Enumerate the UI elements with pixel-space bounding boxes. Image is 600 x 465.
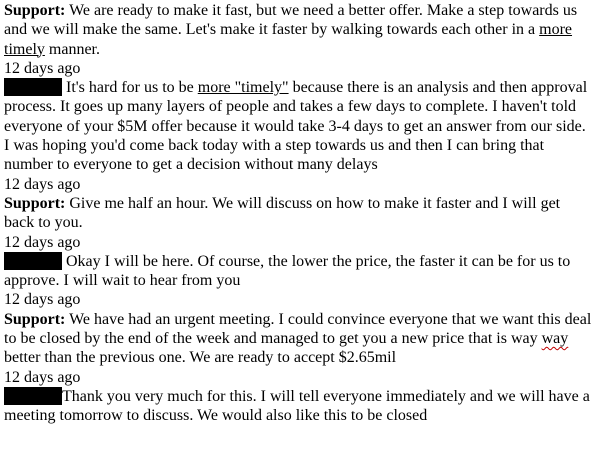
redacted-name-block bbox=[4, 252, 62, 270]
message-support-2 bbox=[4, 194, 594, 252]
message-text: We have had an urgent meeting. I could convince everyone that we want this deal to be closed by the end of the week and managed to get you a new price that is way bbox=[4, 310, 592, 348]
message-text: Give me half an hour. We will discuss on how to make it faster and I will get back to you. bbox=[4, 194, 561, 232]
speaker-label: Support: bbox=[4, 194, 66, 212]
message-victim-2 bbox=[4, 252, 594, 310]
timestamp: 12 days ago bbox=[4, 59, 81, 77]
timestamp: 12 days ago bbox=[4, 175, 81, 193]
timestamp: 12 days ago bbox=[4, 291, 81, 309]
underlined-phrase: more "timely" bbox=[197, 79, 289, 97]
message-text: Okay I will be here. Of course, the lower the price, the faster it can be for us to approve. I will wait to hear from you bbox=[4, 252, 571, 290]
timestamp: 12 days ago bbox=[4, 233, 81, 251]
message-text: We are ready to make it fast, but we need a better offer. Make a step towards us and we will make the same. Let's make it faster by walking towards each other in a bbox=[4, 2, 578, 39]
underlined-phrase: more timely bbox=[4, 21, 573, 58]
speaker-label: Support: bbox=[4, 310, 66, 328]
speaker-label: Support: bbox=[4, 2, 66, 19]
message-text: better than the previous one. We are ready to accept $2.65mil bbox=[4, 349, 397, 367]
message-victim-3 bbox=[4, 387, 594, 426]
message-text: manner. bbox=[44, 40, 100, 58]
message-text: Thank you very much for this. I will tell everyone immediately and we will have a meeting tomorrow to discuss. We would also like this to be closed bbox=[4, 387, 590, 425]
message-text: It's hard for us to be bbox=[62, 79, 198, 97]
redacted-name-block bbox=[4, 387, 62, 405]
chat-transcript bbox=[4, 1, 594, 426]
message-support-3 bbox=[4, 310, 594, 387]
message-victim-1 bbox=[4, 78, 594, 194]
timestamp: 12 days ago bbox=[4, 368, 81, 386]
message-text: because there is an analysis and then approval process. It goes up many layers of people and takes a few days to complete. I haven't told everyone of your $5M offer because it would take 3-4 days to get an answer from our side. I was hoping you'd come back today with a step towards us and then I can bring that number to everyone to get a decision without many delays bbox=[4, 79, 588, 174]
message-support-1 bbox=[4, 1, 594, 78]
redacted-name-block bbox=[4, 78, 62, 96]
spellcheck-flagged-word: way bbox=[541, 330, 569, 348]
